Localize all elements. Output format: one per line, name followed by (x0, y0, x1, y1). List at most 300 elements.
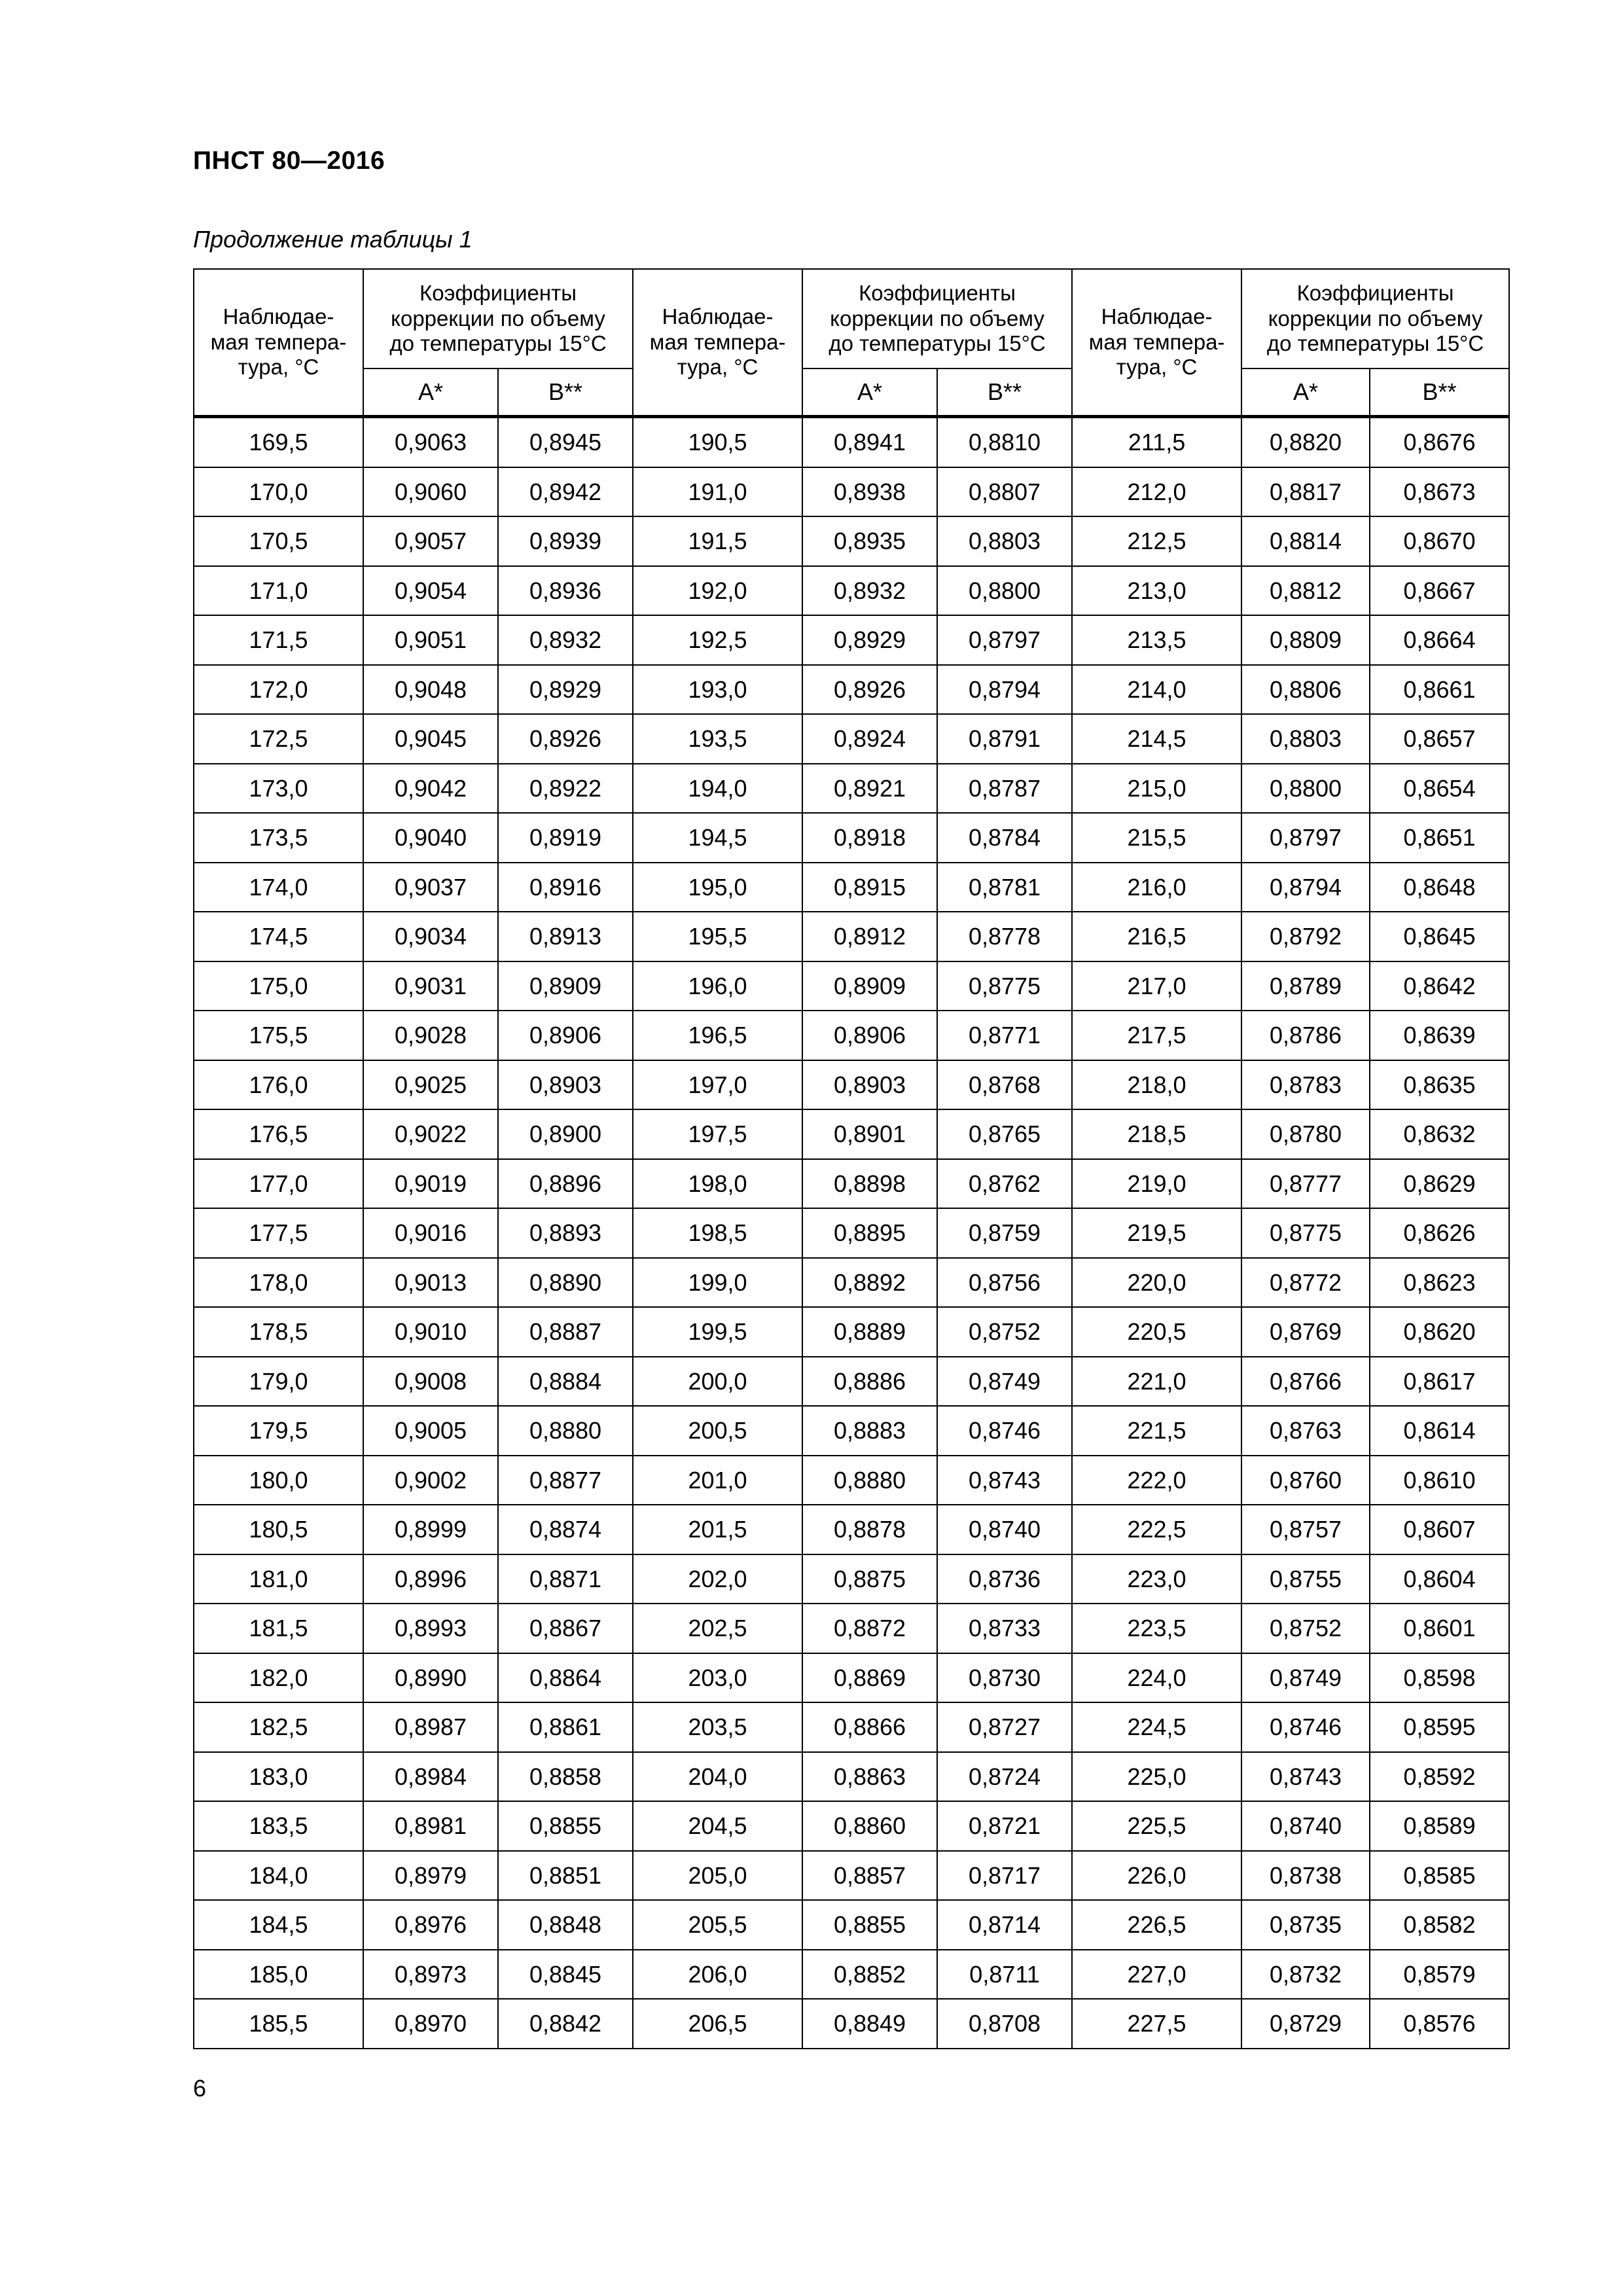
cell-temperature: 190,5 (633, 417, 802, 467)
column-header-temperature-text: Наблюдае- мая темпера- тура, °С (1088, 304, 1225, 380)
cell-coef-b: 0,8800 (937, 566, 1072, 616)
table-row (194, 566, 1509, 616)
cell-coef-b: 0,8667 (1370, 566, 1509, 616)
column-header-coefficients-3 (1241, 269, 1509, 368)
cell-coef-b: 0,8576 (1370, 1999, 1509, 2049)
cell-coef-b: 0,8942 (498, 467, 633, 517)
cell-coef-a: 0,8814 (1241, 516, 1370, 566)
cell-coef-a: 0,8777 (1241, 1159, 1370, 1209)
cell-temperature: 178,5 (194, 1307, 363, 1357)
cell-coef-a: 0,8775 (1241, 1208, 1370, 1258)
cell-coef-b: 0,8768 (937, 1060, 1072, 1110)
cell-coef-b: 0,8771 (937, 1011, 1072, 1060)
subheader-a-2: А* (802, 368, 937, 417)
cell-temperature: 214,5 (1072, 714, 1241, 764)
cell-coef-b: 0,8861 (498, 1702, 633, 1752)
cell-coef-b: 0,8756 (937, 1258, 1072, 1308)
cell-coef-a: 0,8794 (1241, 863, 1370, 912)
cell-temperature: 199,5 (633, 1307, 802, 1357)
cell-coef-b: 0,8916 (498, 863, 633, 912)
cell-coef-b: 0,8807 (937, 467, 1072, 517)
cell-temperature: 196,0 (633, 961, 802, 1011)
cell-coef-a: 0,8792 (1241, 912, 1370, 961)
cell-temperature: 178,0 (194, 1258, 363, 1308)
cell-coef-a: 0,8979 (363, 1851, 498, 1901)
cell-coef-a: 0,9040 (363, 813, 498, 863)
cell-coef-b: 0,8765 (937, 1109, 1072, 1159)
cell-coef-b: 0,8740 (937, 1505, 1072, 1554)
cell-coef-a: 0,8800 (1241, 764, 1370, 814)
cell-temperature: 199,0 (633, 1258, 802, 1308)
table-row (194, 714, 1509, 764)
cell-coef-b: 0,8743 (937, 1456, 1072, 1505)
cell-coef-a: 0,9042 (363, 764, 498, 814)
cell-temperature: 221,5 (1072, 1406, 1241, 1456)
cell-coef-a: 0,8895 (802, 1208, 937, 1258)
cell-coef-b: 0,8614 (1370, 1406, 1509, 1456)
cell-temperature: 214,0 (1072, 665, 1241, 715)
cell-coef-a: 0,9019 (363, 1159, 498, 1209)
cell-coef-a: 0,8769 (1241, 1307, 1370, 1357)
table-row (194, 1702, 1509, 1752)
cell-coef-a: 0,8901 (802, 1109, 937, 1159)
cell-temperature: 179,5 (194, 1406, 363, 1456)
cell-coef-a: 0,8860 (802, 1801, 937, 1851)
cell-coef-a: 0,8976 (363, 1900, 498, 1950)
cell-coef-b: 0,8759 (937, 1208, 1072, 1258)
table-caption: Продолжение таблицы 1 (193, 226, 473, 253)
cell-coef-a: 0,8789 (1241, 961, 1370, 1011)
cell-coef-b: 0,8736 (937, 1554, 1072, 1604)
cell-coef-b: 0,8582 (1370, 1900, 1509, 1950)
cell-coef-b: 0,8880 (498, 1406, 633, 1456)
column-header-coefficients-text: Коэффициенты коррекции по объему до температуры 15°С (389, 281, 607, 356)
cell-coef-a: 0,8809 (1241, 615, 1370, 665)
cell-coef-b: 0,8945 (498, 417, 633, 467)
cell-coef-a: 0,9016 (363, 1208, 498, 1258)
cell-temperature: 175,0 (194, 961, 363, 1011)
cell-temperature: 200,0 (633, 1357, 802, 1407)
cell-coef-b: 0,8670 (1370, 516, 1509, 566)
cell-coef-b: 0,8926 (498, 714, 633, 764)
cell-temperature: 201,5 (633, 1505, 802, 1554)
cell-coef-b: 0,8730 (937, 1653, 1072, 1703)
cell-coef-b: 0,8784 (937, 813, 1072, 863)
cell-coef-a: 0,9010 (363, 1307, 498, 1357)
cell-coef-b: 0,8639 (1370, 1011, 1509, 1060)
cell-temperature: 175,5 (194, 1011, 363, 1060)
cell-coef-b: 0,8858 (498, 1752, 633, 1802)
cell-coef-b: 0,8900 (498, 1109, 633, 1159)
cell-temperature: 212,0 (1072, 467, 1241, 517)
cell-coef-a: 0,8797 (1241, 813, 1370, 863)
cell-coef-b: 0,8867 (498, 1604, 633, 1653)
table-row (194, 417, 1509, 467)
cell-coef-a: 0,9051 (363, 615, 498, 665)
table-row (194, 1456, 1509, 1505)
cell-coef-b: 0,8708 (937, 1999, 1072, 2049)
table-row (194, 516, 1509, 566)
table-row (194, 1406, 1509, 1456)
cell-coef-a: 0,8903 (802, 1060, 937, 1110)
cell-temperature: 191,5 (633, 516, 802, 566)
cell-temperature: 213,0 (1072, 566, 1241, 616)
cell-temperature: 211,5 (1072, 417, 1241, 467)
cell-temperature: 204,0 (633, 1752, 802, 1802)
cell-coef-a: 0,8866 (802, 1702, 937, 1752)
cell-coef-a: 0,8880 (802, 1456, 937, 1505)
table-row (194, 1554, 1509, 1604)
cell-temperature: 202,0 (633, 1554, 802, 1604)
cell-coef-b: 0,8864 (498, 1653, 633, 1703)
cell-temperature: 206,0 (633, 1950, 802, 2000)
cell-temperature: 194,0 (633, 764, 802, 814)
cell-coef-a: 0,9037 (363, 863, 498, 912)
cell-temperature: 171,0 (194, 566, 363, 616)
cell-coef-b: 0,8913 (498, 912, 633, 961)
cell-coef-a: 0,8817 (1241, 467, 1370, 517)
cell-temperature: 172,5 (194, 714, 363, 764)
cell-coef-b: 0,8642 (1370, 961, 1509, 1011)
table-row (194, 863, 1509, 912)
cell-temperature: 173,0 (194, 764, 363, 814)
table-row (194, 665, 1509, 715)
table-row (194, 764, 1509, 814)
cell-coef-a: 0,8984 (363, 1752, 498, 1802)
cell-coef-b: 0,8610 (1370, 1456, 1509, 1505)
cell-temperature: 203,0 (633, 1653, 802, 1703)
cell-coef-b: 0,8887 (498, 1307, 633, 1357)
cell-coef-b: 0,8721 (937, 1801, 1072, 1851)
cell-coef-a: 0,8857 (802, 1851, 937, 1901)
cell-temperature: 173,5 (194, 813, 363, 863)
cell-temperature: 193,5 (633, 714, 802, 764)
cell-temperature: 220,5 (1072, 1307, 1241, 1357)
cell-temperature: 219,0 (1072, 1159, 1241, 1209)
cell-temperature: 183,5 (194, 1801, 363, 1851)
cell-temperature: 212,5 (1072, 516, 1241, 566)
cell-temperature: 218,5 (1072, 1109, 1241, 1159)
table-row (194, 1752, 1509, 1802)
cell-coef-a: 0,9063 (363, 417, 498, 467)
cell-temperature: 215,0 (1072, 764, 1241, 814)
cell-coef-a: 0,8803 (1241, 714, 1370, 764)
cell-coef-a: 0,8812 (1241, 566, 1370, 616)
cell-temperature: 205,5 (633, 1900, 802, 1950)
cell-coef-b: 0,8607 (1370, 1505, 1509, 1554)
cell-temperature: 219,5 (1072, 1208, 1241, 1258)
cell-temperature: 195,0 (633, 863, 802, 912)
cell-coef-b: 0,8851 (498, 1851, 633, 1901)
cell-coef-a: 0,8852 (802, 1950, 937, 2000)
cell-temperature: 227,5 (1072, 1999, 1241, 2049)
cell-temperature: 223,0 (1072, 1554, 1241, 1604)
cell-coef-a: 0,9034 (363, 912, 498, 961)
cell-coef-b: 0,8932 (498, 615, 633, 665)
table-row (194, 1109, 1509, 1159)
cell-coef-b: 0,8890 (498, 1258, 633, 1308)
cell-temperature: 213,5 (1072, 615, 1241, 665)
subheader-a-1: А* (363, 368, 498, 417)
cell-coef-a: 0,8740 (1241, 1801, 1370, 1851)
cell-coef-a: 0,8987 (363, 1702, 498, 1752)
cell-coef-b: 0,8623 (1370, 1258, 1509, 1308)
cell-temperature: 194,5 (633, 813, 802, 863)
table-row (194, 1604, 1509, 1653)
cell-temperature: 197,5 (633, 1109, 802, 1159)
cell-temperature: 171,5 (194, 615, 363, 665)
column-header-temperature-3 (1072, 269, 1241, 417)
cell-temperature: 185,0 (194, 1950, 363, 2000)
cell-coef-b: 0,8579 (1370, 1950, 1509, 2000)
cell-coef-b: 0,8657 (1370, 714, 1509, 764)
cell-coef-a: 0,9025 (363, 1060, 498, 1110)
cell-coef-b: 0,8848 (498, 1900, 633, 1950)
cell-coef-a: 0,8993 (363, 1604, 498, 1653)
cell-coef-a: 0,8921 (802, 764, 937, 814)
cell-temperature: 198,5 (633, 1208, 802, 1258)
cell-coef-b: 0,8617 (1370, 1357, 1509, 1407)
cell-coef-b: 0,8845 (498, 1950, 633, 2000)
correction-coefficients-table (193, 268, 1510, 2049)
cell-coef-a: 0,9060 (363, 467, 498, 517)
cell-coef-b: 0,8871 (498, 1554, 633, 1604)
table-row (194, 912, 1509, 961)
document-code: ПНСТ 80—2016 (193, 147, 385, 175)
cell-temperature: 226,5 (1072, 1900, 1241, 1950)
cell-temperature: 218,0 (1072, 1060, 1241, 1110)
cell-coef-b: 0,8842 (498, 1999, 633, 2049)
cell-coef-b: 0,8645 (1370, 912, 1509, 961)
cell-coef-a: 0,8909 (802, 961, 937, 1011)
cell-coef-a: 0,8892 (802, 1258, 937, 1308)
cell-temperature: 182,5 (194, 1702, 363, 1752)
cell-temperature: 201,0 (633, 1456, 802, 1505)
cell-coef-b: 0,8877 (498, 1456, 633, 1505)
cell-coef-b: 0,8855 (498, 1801, 633, 1851)
page-number: 6 (193, 2075, 207, 2102)
cell-temperature: 200,5 (633, 1406, 802, 1456)
table-row (194, 1060, 1509, 1110)
table-body (194, 417, 1509, 2049)
cell-coef-a: 0,8855 (802, 1900, 937, 1950)
cell-coef-b: 0,8893 (498, 1208, 633, 1258)
cell-coef-a: 0,8863 (802, 1752, 937, 1802)
cell-coef-b: 0,8592 (1370, 1752, 1509, 1802)
cell-temperature: 170,0 (194, 467, 363, 517)
cell-coef-b: 0,8604 (1370, 1554, 1509, 1604)
cell-temperature: 184,5 (194, 1900, 363, 1950)
cell-coef-b: 0,8778 (937, 912, 1072, 961)
cell-coef-b: 0,8635 (1370, 1060, 1509, 1110)
cell-temperature: 193,0 (633, 665, 802, 715)
cell-temperature: 226,0 (1072, 1851, 1241, 1901)
cell-coef-b: 0,8724 (937, 1752, 1072, 1802)
column-header-temperature-text: Наблюдае- мая темпера- тура, °С (210, 304, 347, 380)
column-header-coefficients-text: Коэффициенты коррекции по объему до температуры 15°С (829, 281, 1046, 356)
cell-coef-a: 0,9008 (363, 1357, 498, 1407)
cell-coef-a: 0,9022 (363, 1109, 498, 1159)
cell-temperature: 225,0 (1072, 1752, 1241, 1802)
cell-coef-a: 0,8780 (1241, 1109, 1370, 1159)
cell-coef-a: 0,8766 (1241, 1357, 1370, 1407)
cell-temperature: 180,0 (194, 1456, 363, 1505)
cell-temperature: 222,0 (1072, 1456, 1241, 1505)
cell-temperature: 216,0 (1072, 863, 1241, 912)
cell-temperature: 206,5 (633, 1999, 802, 2049)
table-row (194, 1208, 1509, 1258)
cell-temperature: 223,5 (1072, 1604, 1241, 1653)
cell-temperature: 180,5 (194, 1505, 363, 1554)
cell-temperature: 203,5 (633, 1702, 802, 1752)
table-row (194, 961, 1509, 1011)
cell-coef-b: 0,8585 (1370, 1851, 1509, 1901)
cell-coef-b: 0,8797 (937, 615, 1072, 665)
cell-temperature: 176,5 (194, 1109, 363, 1159)
cell-coef-a: 0,8878 (802, 1505, 937, 1554)
cell-coef-a: 0,8906 (802, 1011, 937, 1060)
cell-coef-a: 0,8938 (802, 467, 937, 517)
cell-coef-b: 0,8939 (498, 516, 633, 566)
cell-coef-a: 0,8924 (802, 714, 937, 764)
subheader-b-3: В** (1370, 368, 1509, 417)
cell-coef-a: 0,8970 (363, 1999, 498, 2049)
cell-temperature: 192,0 (633, 566, 802, 616)
cell-coef-a: 0,9054 (363, 566, 498, 616)
cell-coef-b: 0,8714 (937, 1900, 1072, 1950)
cell-coef-b: 0,8919 (498, 813, 633, 863)
cell-coef-a: 0,8999 (363, 1505, 498, 1554)
cell-temperature: 177,5 (194, 1208, 363, 1258)
table-row (194, 467, 1509, 517)
column-header-temperature-text: Наблюдае- мая темпера- тура, °С (649, 304, 786, 380)
cell-temperature: 176,0 (194, 1060, 363, 1110)
cell-coef-a: 0,8752 (1241, 1604, 1370, 1653)
table-row (194, 1999, 1509, 2049)
cell-coef-a: 0,8932 (802, 566, 937, 616)
column-header-temperature-1 (194, 269, 363, 417)
cell-coef-a: 0,8735 (1241, 1900, 1370, 1950)
cell-temperature: 174,5 (194, 912, 363, 961)
cell-coef-b: 0,8648 (1370, 863, 1509, 912)
cell-coef-a: 0,8918 (802, 813, 937, 863)
cell-coef-a: 0,8898 (802, 1159, 937, 1209)
cell-coef-b: 0,8620 (1370, 1307, 1509, 1357)
cell-coef-a: 0,8929 (802, 615, 937, 665)
cell-coef-a: 0,9002 (363, 1456, 498, 1505)
cell-coef-a: 0,8729 (1241, 1999, 1370, 2049)
cell-coef-a: 0,8760 (1241, 1456, 1370, 1505)
cell-temperature: 202,5 (633, 1604, 802, 1653)
table-row (194, 1900, 1509, 1950)
cell-coef-a: 0,8786 (1241, 1011, 1370, 1060)
cell-coef-a: 0,9057 (363, 516, 498, 566)
table-row (194, 1159, 1509, 1209)
cell-coef-b: 0,8673 (1370, 467, 1509, 517)
cell-coef-a: 0,8990 (363, 1653, 498, 1703)
cell-temperature: 170,5 (194, 516, 363, 566)
cell-coef-a: 0,8981 (363, 1801, 498, 1851)
table-row (194, 813, 1509, 863)
cell-temperature: 183,0 (194, 1752, 363, 1802)
cell-coef-b: 0,8664 (1370, 615, 1509, 665)
cell-coef-b: 0,8936 (498, 566, 633, 616)
cell-coef-a: 0,8996 (363, 1554, 498, 1604)
cell-coef-b: 0,8711 (937, 1950, 1072, 2000)
cell-coef-a: 0,8912 (802, 912, 937, 961)
cell-coef-b: 0,8929 (498, 665, 633, 715)
cell-temperature: 169,5 (194, 417, 363, 467)
table-row (194, 1307, 1509, 1357)
subheader-b-1: В** (498, 368, 633, 417)
column-header-temperature-2 (633, 269, 802, 417)
cell-temperature: 217,5 (1072, 1011, 1241, 1060)
cell-coef-b: 0,8601 (1370, 1604, 1509, 1653)
cell-coef-b: 0,8733 (937, 1604, 1072, 1653)
cell-temperature: 196,5 (633, 1011, 802, 1060)
cell-coef-b: 0,8752 (937, 1307, 1072, 1357)
cell-temperature: 179,0 (194, 1357, 363, 1407)
cell-coef-a: 0,8872 (802, 1604, 937, 1653)
cell-coef-b: 0,8727 (937, 1702, 1072, 1752)
cell-coef-a: 0,8806 (1241, 665, 1370, 715)
cell-coef-a: 0,8849 (802, 1999, 937, 2049)
cell-coef-a: 0,8738 (1241, 1851, 1370, 1901)
cell-temperature: 181,5 (194, 1604, 363, 1653)
cell-coef-a: 0,8883 (802, 1406, 937, 1456)
cell-coef-b: 0,8749 (937, 1357, 1072, 1407)
cell-coef-a: 0,9028 (363, 1011, 498, 1060)
cell-coef-b: 0,8746 (937, 1406, 1072, 1456)
cell-coef-b: 0,8794 (937, 665, 1072, 715)
cell-temperature: 227,0 (1072, 1950, 1241, 2000)
cell-coef-b: 0,8781 (937, 863, 1072, 912)
cell-coef-a: 0,9045 (363, 714, 498, 764)
cell-coef-a: 0,8926 (802, 665, 937, 715)
table-row (194, 1950, 1509, 2000)
subheader-a-3: А* (1241, 368, 1370, 417)
cell-coef-a: 0,8875 (802, 1554, 937, 1604)
cell-coef-a: 0,8783 (1241, 1060, 1370, 1110)
cell-temperature: 220,0 (1072, 1258, 1241, 1308)
cell-coef-a: 0,9031 (363, 961, 498, 1011)
table-row (194, 1357, 1509, 1407)
cell-coef-b: 0,8787 (937, 764, 1072, 814)
table-row (194, 615, 1509, 665)
cell-coef-b: 0,8874 (498, 1505, 633, 1554)
column-header-coefficients-text: Коэффициенты коррекции по объему до температуры 15°С (1266, 281, 1484, 356)
cell-coef-b: 0,8810 (937, 417, 1072, 467)
cell-coef-a: 0,8749 (1241, 1653, 1370, 1703)
cell-coef-b: 0,8598 (1370, 1653, 1509, 1703)
cell-coef-b: 0,8717 (937, 1851, 1072, 1901)
cell-coef-a: 0,9005 (363, 1406, 498, 1456)
cell-temperature: 205,0 (633, 1851, 802, 1901)
table-row (194, 1011, 1509, 1060)
cell-temperature: 192,5 (633, 615, 802, 665)
cell-coef-b: 0,8896 (498, 1159, 633, 1209)
cell-coef-b: 0,8922 (498, 764, 633, 814)
cell-coef-b: 0,8909 (498, 961, 633, 1011)
cell-coef-b: 0,8651 (1370, 813, 1509, 863)
cell-coef-b: 0,8884 (498, 1357, 633, 1407)
table-row (194, 1505, 1509, 1554)
cell-coef-b: 0,8589 (1370, 1801, 1509, 1851)
cell-temperature: 222,5 (1072, 1505, 1241, 1554)
cell-coef-b: 0,8629 (1370, 1159, 1509, 1209)
cell-coef-a: 0,8869 (802, 1653, 937, 1703)
cell-coef-b: 0,8803 (937, 516, 1072, 566)
